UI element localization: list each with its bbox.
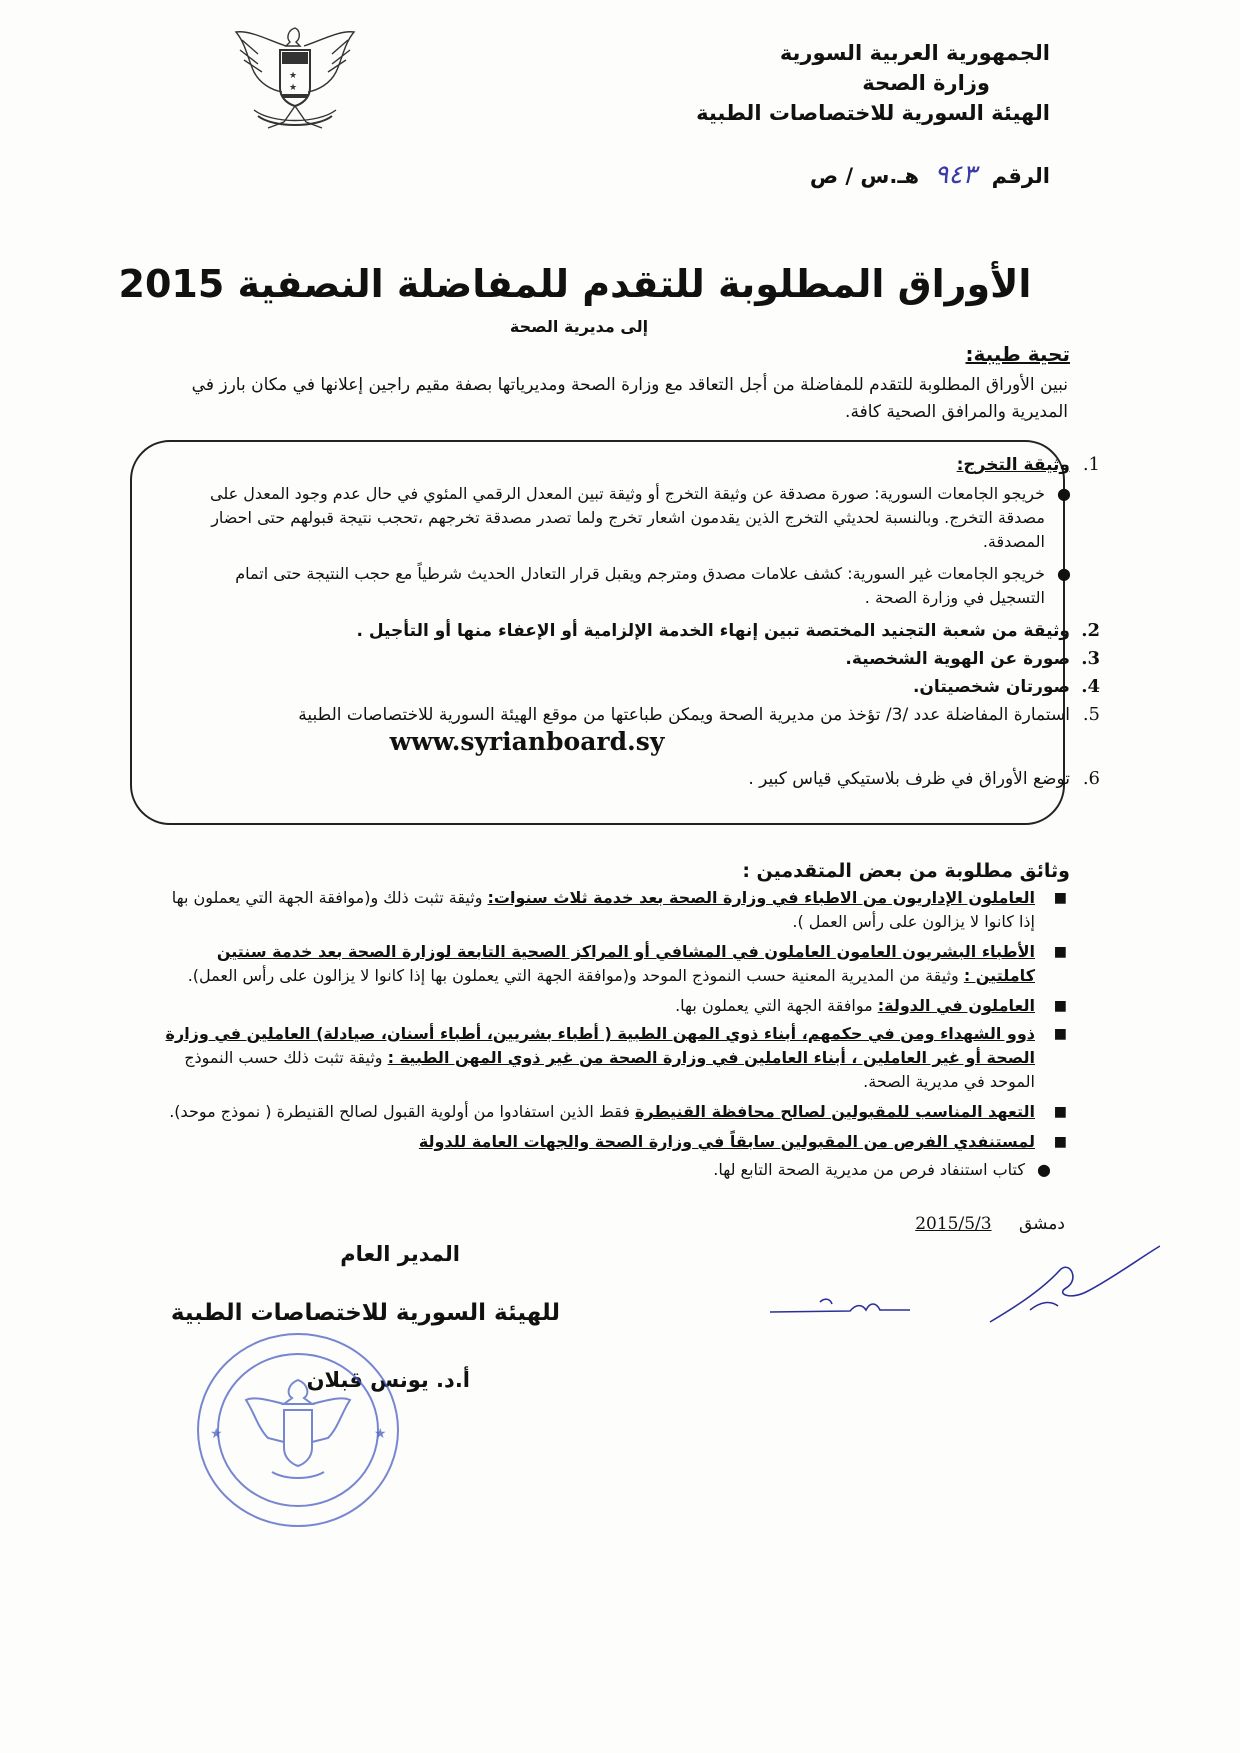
board-signature-name: للهيئة السورية للاختصاصات الطبية — [170, 1300, 560, 1326]
list-item — [155, 886, 1067, 934]
bullet-icon: ● — [1057, 484, 1071, 503]
item-title: العاملون الإداريون من الاطباء في وزارة الصحة بعد خدمة ثلاث سنوات: — [487, 888, 1035, 907]
signature-line-1 — [770, 1304, 910, 1312]
signature-mark-1 — [820, 1299, 832, 1304]
list-item — [185, 482, 1071, 554]
svg-text:★: ★ — [289, 83, 298, 93]
date-value: 2015/5/3 — [915, 1214, 992, 1234]
item-number: 4. — [1081, 676, 1100, 697]
item-title: الأطباء البشريون العامون العاملون في المشافي أو المراكز الصحية التابعة لوزارة الصحة بعد خدمة سنتين كاملتين : — [216, 942, 1035, 985]
date-line — [915, 1214, 1065, 1234]
item-text: خريجو الجامعات السورية: صورة مصدقة عن وثيقة التخرج أو وثيقة تبين المعدل الرقمي المئوي في حال عدم وجود المعدل على مصدقة التخرج. وبالنسبة لحديثي التخرج الذين يقدمون اشعار تخرج ولما تصدر مصدقة تخرجهم ،تحجب نتيجة قبولهم حتى احضار المصدقة. — [210, 484, 1045, 551]
reference-handwritten-number: ٩٤٣ — [934, 160, 977, 190]
reference-number — [810, 160, 1050, 190]
item-title: العاملون في الدولة: — [877, 996, 1035, 1015]
ministry-name: وزارة الصحة — [862, 71, 990, 95]
item-text: توضع الأوراق في ظرف بلاستيكي قياس كبير . — [748, 769, 1070, 789]
item-text: وثيقة من المديرية المعنية حسب النموذج الموحد و(موافقة الجهة التي يعملون بها إذا كانوا لا يزالون على رأس العمل). — [187, 966, 959, 985]
place-name: دمشق — [1018, 1214, 1065, 1234]
document-title: الأوراق المطلوبة للتقدم للمفاضلة النصفية 2015 — [118, 262, 1032, 306]
list-item — [165, 1158, 1051, 1182]
list-item — [155, 1022, 1067, 1094]
requirement-item — [150, 618, 1100, 644]
item-number: 6. — [1082, 768, 1100, 789]
item-text: صورتان شخصيتان. — [912, 677, 1070, 697]
svg-text:★: ★ — [289, 71, 298, 81]
list-item — [155, 994, 1067, 1018]
syrian-eagle-emblem — [228, 10, 363, 145]
director-name: أ.د. يونس قبلان — [306, 1368, 470, 1392]
item-number: 5. — [1082, 704, 1100, 725]
list-item — [155, 940, 1067, 988]
bullet-icon: ● — [1037, 1160, 1051, 1179]
item-title: وثيقة التخرج: — [956, 455, 1070, 475]
item-number: 2. — [1081, 620, 1100, 641]
list-item — [155, 1130, 1067, 1154]
requirement-item — [150, 674, 1100, 700]
svg-text:★: ★ — [210, 1426, 223, 1442]
item-text: وثيقة من شعبة التجنيد المختصة تبين إنهاء الخدمة الإلزامية أو الإعفاء منها أو التأجيل . — [356, 621, 1070, 641]
bullet-icon: ● — [1057, 564, 1071, 583]
director-title: المدير العام — [340, 1242, 460, 1266]
document-subtitle: إلى مديرية الصحة — [509, 317, 649, 336]
item-text: وثيقة تثبت ذلك و(موافقة الجهة التي يعملون بها إذا كانوا لا يزالون على رأس العمل ). — [171, 888, 1035, 931]
list-item — [185, 562, 1071, 610]
item-title: لمستنفدي الفرص من المقبولين سابقاً في وزارة الصحة والجهات العامة للدولة — [418, 1132, 1035, 1151]
intro-paragraph: نبين الأوراق المطلوبة للتقدم للمفاضلة من أجل التعاقد مع وزارة الصحة ومديرياتها بصفة مقيم راجين إعلانها في مكان بارز في المديرية والمرافق الصحية كافة. — [191, 375, 1068, 422]
item-text: كتاب استنفاد فرص من مديرية الصحة التابع لها. — [713, 1160, 1025, 1179]
board-name: الهيئة السورية للاختصاصات الطبية — [696, 101, 1050, 125]
item-title: ذوو الشهداء ومن في حكمهم، أبناء ذوي المهن الطبية ( أطباء بشريين، أطباء أسنان، صيادلة) العاملين في وزارة الصحة أو غير العاملين ، أبناء العاملين في وزارة الصحة من غير ذوي المهن الطبية : — [165, 1024, 1035, 1067]
list-item — [155, 1100, 1067, 1124]
item-text: صورة عن الهوية الشخصية. — [845, 649, 1070, 669]
item-text: استمارة المفاضلة عدد /3/ تؤخذ من مديرية الصحة ويمكن طباعتها من موقع الهيئة السورية للاختصاصات الطبية — [298, 705, 1070, 725]
square-bullet-icon: ■ — [1053, 998, 1067, 1014]
official-stamp — [188, 1320, 408, 1540]
item-number: 1. — [1082, 454, 1100, 475]
section-heading: وثائق مطلوبة من بعض المتقدمين : — [742, 860, 1070, 882]
item-title: التعهد المناسب للمقبولين لصالح محافظة القنيطرة — [634, 1102, 1035, 1121]
reference-code: هـ.س / ص — [809, 164, 920, 188]
item-text: موافقة الجهة التي يعملون بها. — [675, 996, 873, 1015]
requirement-item — [150, 646, 1100, 672]
website-link[interactable]: www.syrianboard.sy — [389, 727, 665, 756]
square-bullet-icon: ■ — [1053, 1104, 1067, 1120]
svg-text:★: ★ — [374, 1426, 387, 1442]
item-text: وثيقة تثبت ذلك حسب النموذج الموحد في مديرية الصحة. — [184, 1048, 1035, 1091]
square-bullet-icon: ■ — [1053, 890, 1067, 906]
requirement-item — [150, 452, 1100, 478]
signatures — [740, 1240, 1160, 1360]
square-bullet-icon: ■ — [1053, 944, 1067, 960]
item-number: 3. — [1081, 648, 1100, 669]
greeting: تحية طيبة: — [965, 342, 1070, 366]
square-bullet-icon: ■ — [1053, 1134, 1067, 1150]
reference-label: الرقم — [991, 164, 1050, 188]
signature-2-stroke — [1030, 1303, 1058, 1310]
letterhead — [530, 38, 1050, 128]
item-text: خريجو الجامعات غير السورية: كشف علامات مصدق ومترجم ويقبل قرار التعادل الحديث شرطياً مع حجب النتيجة حتى اتمام التسجيل في وزارة الصحة . — [235, 564, 1045, 607]
country-name: الجمهورية العربية السورية — [779, 41, 1050, 65]
square-bullet-icon: ■ — [1053, 1026, 1067, 1042]
requirement-item — [150, 766, 1100, 792]
requirement-item — [150, 702, 1100, 728]
signature-2 — [990, 1246, 1160, 1322]
item-text: فقط الذين استفادوا من أولوية القبول لصالح القنيطرة ( نموذج موحد). — [169, 1102, 630, 1121]
